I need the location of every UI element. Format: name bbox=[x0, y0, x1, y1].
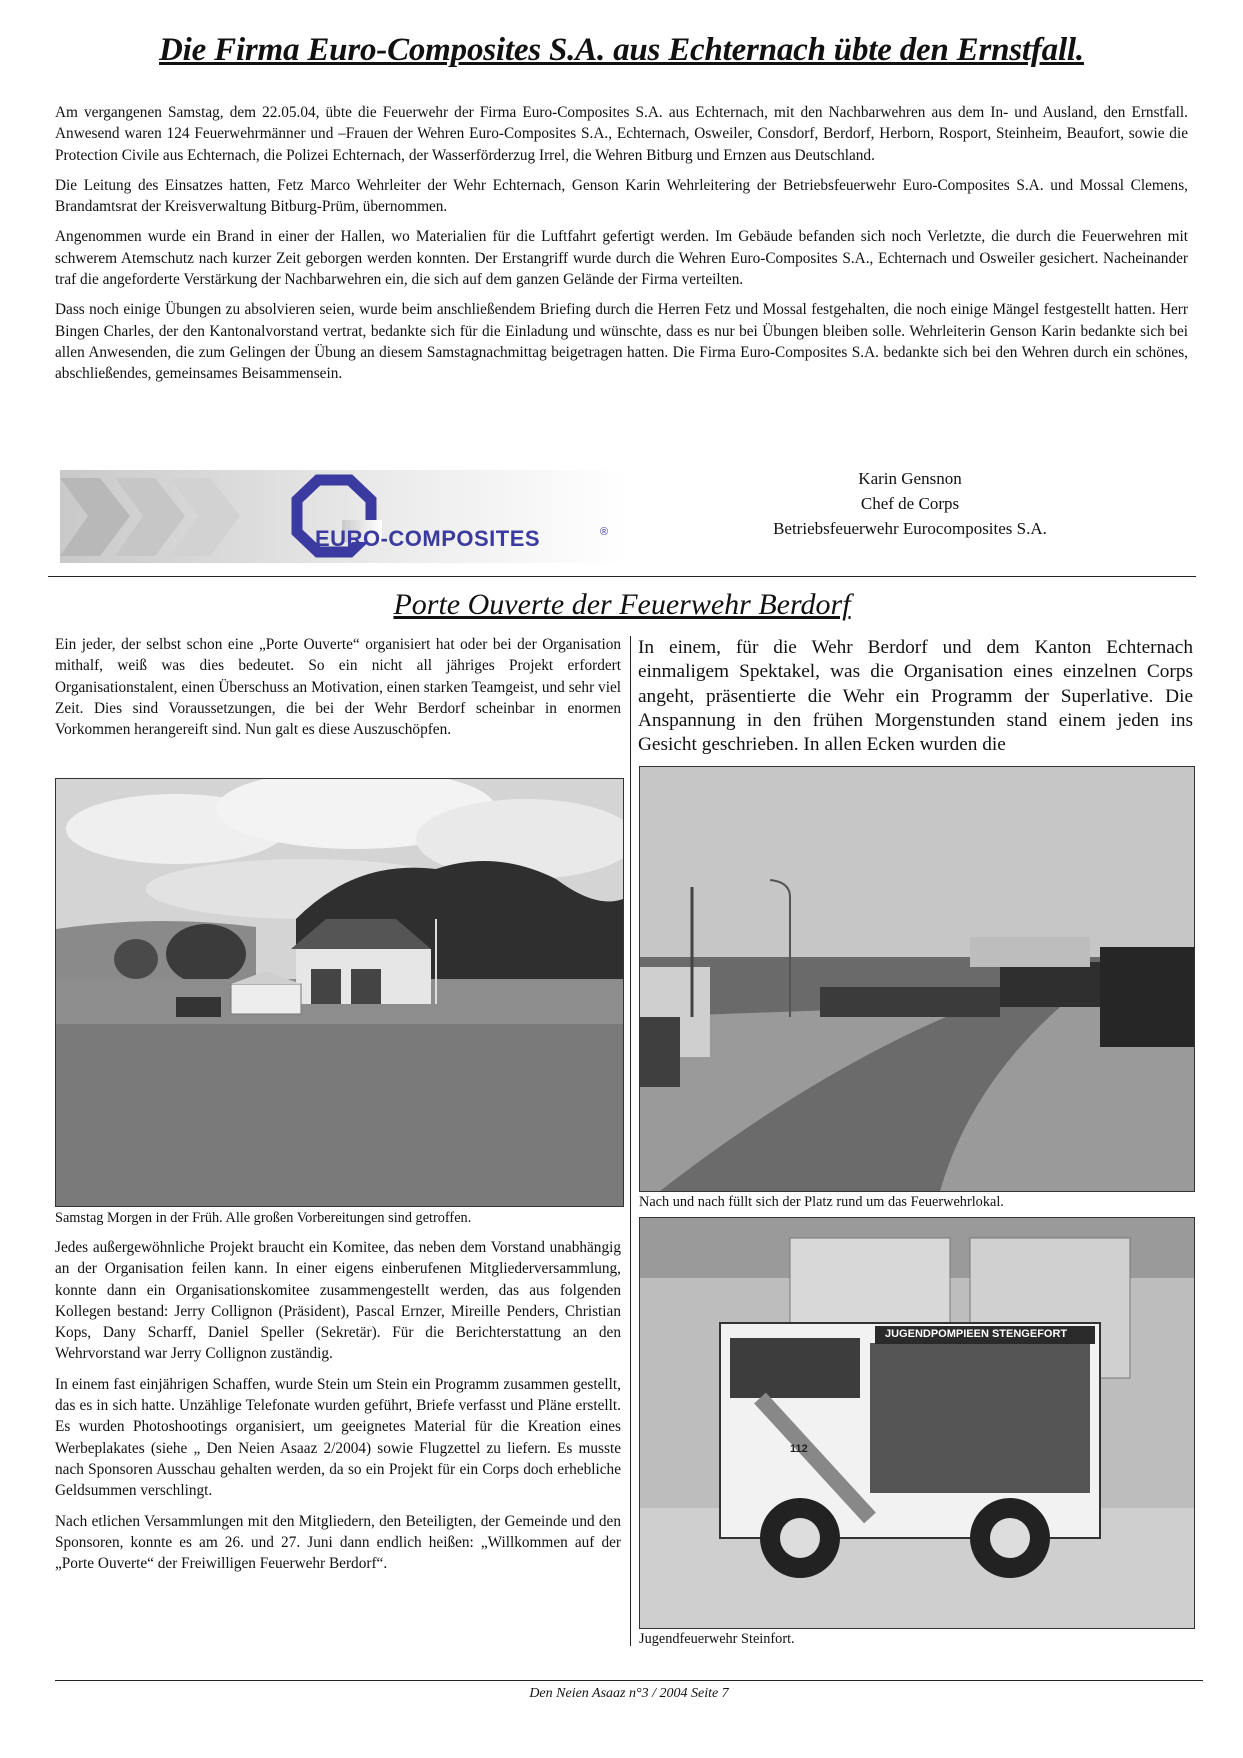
photo-fire-station bbox=[55, 778, 624, 1207]
photo2-caption: Nach und nach füllt sich der Platz rund um das Feuerwehrlokal. bbox=[639, 1194, 1004, 1210]
logo-text: EURO-COMPOSITES bbox=[315, 526, 541, 551]
photo-parking-area bbox=[639, 766, 1195, 1192]
article2-paragraph: In einem fast einjährigen Schaffen, wurde Stein um Stein ein Programm zusammen gestellt, das es in sich hatte. Unzählige Telefonate wurden geführt, Briefe verfasst und Pläne erstellt. Es wurden Photoshootings organisiert, um geeignetes Material für die Kreation eines Werbeplakates (siehe „ Den Neien Asaaz 2/2004) sowie Flugzettel zu liefern. Es musste nach Sponsoren Ausschau gehalten werden, da so ein Projekt für ein Corps doch erhebliche Geldsummen verschlingt. bbox=[55, 1375, 621, 1500]
article1-paragraph: Angenommen wurde ein Brand in einer der Hallen, wo Materialien für die Luftfahrt gefertigt werden. Im Gebäude befanden sich noch Verletzte, die durch die Feuerwehren mit schwerem Atemschutz nach kurzer Zeit geborgen werden konnten. Der Erstangriff wurde durch die Wehren Euro-Composites S.A., Echternach und Osweiler gesichert. Nacheinander traf die angeforderte Verstärkung der Nachbarwehren ein, die sich auf dem ganzen Gelände der Firma verteilten. bbox=[55, 228, 1188, 289]
signature-block bbox=[730, 466, 1090, 541]
signature-name: Karin Gensnon bbox=[858, 469, 962, 488]
footer-rule bbox=[55, 1680, 1203, 1681]
registered-mark: ® bbox=[600, 526, 609, 538]
euro-composites-logo bbox=[60, 470, 626, 563]
article2-left-intro: Ein jeder, der selbst schon eine „Porte Ouverte“ organisiert hat oder bei der Organisation mithalf, weiß was dies bedeutet. So ein nicht all jähriges Projekt erfordert Organisationstalent, einen Überschuss an Motivation, einen starken Teamgeist, und sehr viel Zeit. Dies sind Voraussetzungen, die bei der Wehr Berdorf scheinbar in enormen Vorkommen herangereift sind. Nun galt es diese Auszuschöpfen. bbox=[55, 636, 621, 739]
article1-paragraph: Die Leitung des Einsatzes hatten, Fetz Marco Wehrleiter der Wehr Echternach, Genson Karin Wehrleitering der Betriebsfeuerwehr Euro-Composites S.A. und Mossal Clemens, Brandamtsrat der Kreisverwaltung Bitburg-Prüm, übernommen. bbox=[55, 176, 1188, 216]
article1-paragraph: Dass noch einige Übungen zu absolvieren seien, wurde beim anschließendem Briefing durch die Herren Fetz und Mossal festgehalten, die noch einige Mängel festgestellt hatten. Herr Bingen Charles, der den Kantonalvorstand vertrat, bedankte sich für die Einladung und wünschte, dass es nur bei Übungen bleiben solle. Wehrleiterin Genson Karin bedankte sich bei allen Anwesenden, die zum Gelingen der Übung an diesem Samstagnachmittag beigetragen hatten. Die Firma Euro-Composites S.A. bedankte sich bei den Wehren durch ein schönes, abschließendes, gemeinsames Beisammensein. bbox=[55, 301, 1188, 383]
signature-role: Chef de Corps bbox=[860, 494, 960, 513]
page-footer: Den Neien Asaaz n°3 / 2004 Seite 7 bbox=[529, 1686, 729, 1701]
photo1-caption: Samstag Morgen in der Früh. Alle großen Vorbereitungen sind getroffen. bbox=[55, 1210, 472, 1226]
photo3-caption: Jugendfeuerwehr Steinfort. bbox=[639, 1631, 795, 1647]
article2-paragraph: Jedes außergewöhnliche Projekt braucht ein Komitee, das neben dem Vorstand unabhängig an der Organisation feilen kann. In einer eigens einberufenen Mitgliederversammlung, konnte dann ein Organisationskomitee zusammengestellt werden, das aus folgenden Kollegen bestand: Jerry Collignon (Präsident), Pascal Ernzer, Mireille Penders, Christian Kops, Dany Scharff, Daniel Speller (Sekretär). Für die Berichterstattung an den Wehrvorstand war Jerry Collignon zuständig. bbox=[55, 1239, 621, 1363]
article2-right-intro: In einem, für die Wehr Berdorf und dem Kanton Echternach einmaligem Spektakel, was die Organisation eines einzelnen Corps angeht, präsentierte die Wehr ein Programm der Superlative. Die Anspannung in den frühen Morgenstunden stand einem jeden ins Gesicht geschrieben. In allen Ecken wurden die bbox=[638, 637, 1193, 756]
column-separator bbox=[630, 636, 631, 1646]
truck-sign: JUGENDPOMPIEEN STENGEFORT bbox=[885, 1328, 1068, 1340]
signature-org: Betriebsfeuerwehr Eurocomposites S.A. bbox=[773, 519, 1047, 538]
article2-left-body bbox=[55, 1237, 621, 1583]
article1-body bbox=[55, 102, 1188, 394]
truck-number: 112 bbox=[790, 1443, 808, 1455]
article2-paragraph: Nach etlichen Versammlungen mit den Mitgliedern, den Beteiligten, der Gemeinde und den Sponsoren, konnte es am 26. und 27. Juni dann endlich heißen: „Willkommen auf der „Porte Ouverte“ der Freiwilligen Feuerwehr Berdorf“. bbox=[55, 1512, 621, 1573]
photo-youth-fire-truck bbox=[639, 1217, 1195, 1629]
section-divider bbox=[48, 576, 1196, 577]
article2-headline: Porte Ouverte der Feuerwehr Berdorf bbox=[393, 588, 851, 621]
article-headline: Die Firma Euro-Composites S.A. aus Echternach übte den Ernstfall. bbox=[159, 32, 1084, 68]
article1-paragraph: Am vergangenen Samstag, dem 22.05.04, übte die Feuerwehr der Firma Euro-Composites S.A. aus Echternach, mit den Nachbarwehren aus dem In- und Ausland, den Ernstfall. Anwesend waren 124 Feuerwehrmänner und –Frauen der Wehren Euro-Composites S.A., Echternach, Osweiler, Consdorf, Berdorf, Herborn, Rosport, Steinheim, Beaufort, sowie die Protection Civile aus Echternach, die Polizei Echternach, der Wasserförderzug Irrel, die Wehren Bitburg und Ernzen aus Deutschland. bbox=[55, 104, 1188, 164]
